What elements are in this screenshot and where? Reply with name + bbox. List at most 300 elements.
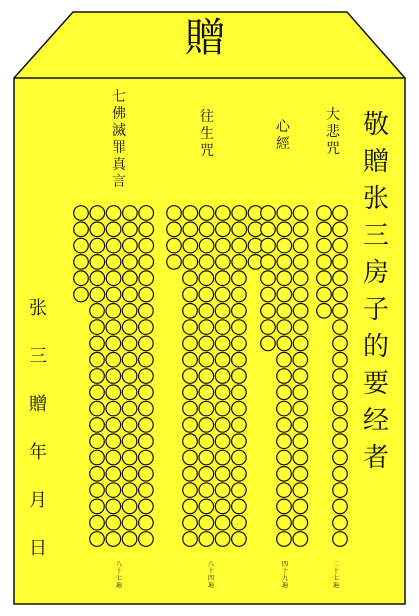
recitation-circle[interactable] bbox=[139, 320, 154, 335]
dedication-char: 要 bbox=[363, 369, 390, 399]
recitation-circle[interactable] bbox=[232, 336, 247, 351]
recitation-circle[interactable] bbox=[90, 271, 105, 286]
recitation-circle[interactable] bbox=[139, 271, 154, 286]
recitation-circle[interactable] bbox=[277, 320, 292, 335]
recitation-circle[interactable] bbox=[183, 238, 198, 253]
recitation-circle[interactable] bbox=[333, 369, 348, 384]
recitation-circle[interactable] bbox=[183, 320, 198, 335]
dedication-char: 张 bbox=[363, 184, 390, 214]
recitation-circle[interactable] bbox=[183, 222, 198, 237]
recitation-circle[interactable] bbox=[183, 515, 198, 530]
recitation-circle[interactable] bbox=[183, 304, 198, 319]
recitation-circle[interactable] bbox=[90, 434, 105, 449]
recitation-circle[interactable] bbox=[74, 238, 89, 253]
recitation-circle[interactable] bbox=[139, 483, 154, 498]
recitation-circle[interactable] bbox=[293, 483, 308, 498]
recitation-circle[interactable] bbox=[293, 467, 308, 482]
recitation-circle[interactable] bbox=[232, 532, 247, 547]
recitation-circle[interactable] bbox=[183, 255, 198, 270]
recitation-circle[interactable] bbox=[232, 467, 247, 482]
recitation-circle[interactable] bbox=[277, 499, 292, 514]
recitation-circle[interactable] bbox=[277, 352, 292, 367]
recitation-circle[interactable] bbox=[216, 206, 231, 221]
recitation-circle[interactable] bbox=[293, 450, 308, 465]
recitation-circle[interactable] bbox=[123, 238, 138, 253]
recitation-circle[interactable] bbox=[333, 483, 348, 498]
recitation-circle[interactable] bbox=[215, 352, 230, 367]
section-title-char: 大 bbox=[326, 107, 340, 123]
recitation-circle[interactable] bbox=[293, 304, 308, 319]
recitation-circle[interactable] bbox=[139, 222, 154, 237]
recitation-circle[interactable] bbox=[106, 467, 121, 482]
section-title-wangsheng bbox=[200, 110, 214, 158]
recitation-circle[interactable] bbox=[317, 304, 332, 319]
recitation-circle[interactable] bbox=[199, 434, 214, 449]
recitation-circle[interactable] bbox=[106, 401, 121, 416]
section-title-char: 咒 bbox=[200, 143, 214, 159]
recitation-circle[interactable] bbox=[74, 222, 89, 237]
recitation-circle[interactable] bbox=[277, 304, 292, 319]
recitation-circle[interactable] bbox=[277, 401, 292, 416]
dedication-char: 贈 bbox=[363, 147, 390, 177]
recitation-circle[interactable] bbox=[74, 287, 89, 302]
recitation-circle[interactable] bbox=[277, 483, 292, 498]
section-count-char: 遍 bbox=[116, 582, 123, 589]
recitation-circle[interactable] bbox=[183, 483, 198, 498]
recitation-circle[interactable] bbox=[123, 255, 138, 270]
section-count-char: 七 bbox=[333, 575, 340, 582]
recitation-circle[interactable] bbox=[122, 304, 137, 319]
dedication-char: 敬 bbox=[363, 110, 390, 140]
recitation-circle[interactable] bbox=[215, 271, 230, 286]
recitation-circle[interactable] bbox=[333, 238, 348, 253]
recitation-circle[interactable] bbox=[123, 287, 138, 302]
envelope-title: 贈 bbox=[185, 15, 225, 61]
recitation-circle[interactable] bbox=[74, 271, 89, 286]
recitation-circle[interactable] bbox=[232, 352, 247, 367]
recitation-circle[interactable] bbox=[90, 499, 105, 514]
dedication-char: 房 bbox=[363, 258, 390, 288]
recitation-circle[interactable] bbox=[183, 352, 198, 367]
recitation-circle[interactable] bbox=[122, 401, 137, 416]
recitation-circle[interactable] bbox=[90, 483, 105, 498]
recitation-circle[interactable] bbox=[106, 304, 121, 319]
recitation-circle[interactable] bbox=[106, 450, 121, 465]
recitation-circle[interactable] bbox=[90, 287, 105, 302]
recitation-circle[interactable] bbox=[106, 483, 121, 498]
recitation-circle[interactable] bbox=[122, 483, 137, 498]
recitation-circle[interactable] bbox=[277, 418, 292, 433]
recitation-circle[interactable] bbox=[333, 287, 348, 302]
recitation-circle[interactable] bbox=[199, 369, 214, 384]
recitation-circle[interactable] bbox=[90, 238, 105, 253]
recitation-circle[interactable] bbox=[261, 287, 276, 302]
recitation-circle[interactable] bbox=[215, 483, 230, 498]
recitation-circle[interactable] bbox=[232, 385, 247, 400]
section-count-char: 八 bbox=[116, 561, 123, 568]
recitation-circle[interactable] bbox=[139, 206, 154, 221]
recitation-circle[interactable] bbox=[122, 499, 137, 514]
recitation-circle[interactable] bbox=[293, 271, 308, 286]
recitation-circle[interactable] bbox=[106, 352, 121, 367]
recitation-circle[interactable] bbox=[215, 401, 230, 416]
recitation-circle[interactable] bbox=[122, 450, 137, 465]
recitation-circle[interactable] bbox=[215, 418, 230, 433]
recitation-circle[interactable] bbox=[139, 336, 154, 351]
recitation-circle[interactable] bbox=[139, 304, 154, 319]
recitation-circle[interactable] bbox=[317, 238, 332, 253]
section-title-char: 悲 bbox=[326, 124, 340, 140]
recitation-circle[interactable] bbox=[277, 206, 292, 221]
recitation-circle[interactable] bbox=[106, 418, 121, 433]
recitation-circle[interactable] bbox=[199, 304, 214, 319]
recitation-circle[interactable] bbox=[277, 385, 292, 400]
recitation-circle[interactable] bbox=[333, 320, 348, 335]
recitation-circle[interactable] bbox=[232, 320, 247, 335]
recitation-circle[interactable] bbox=[106, 385, 121, 400]
section-count-char: 七 bbox=[116, 575, 123, 582]
recitation-circle[interactable] bbox=[293, 385, 308, 400]
recitation-circle[interactable] bbox=[232, 271, 247, 286]
recitation-circle[interactable] bbox=[293, 418, 308, 433]
section-count-char: 遍 bbox=[282, 582, 289, 589]
recitation-circle[interactable] bbox=[317, 255, 332, 270]
recitation-circle[interactable] bbox=[277, 369, 292, 384]
recitation-circle[interactable] bbox=[139, 467, 154, 482]
recitation-circle[interactable] bbox=[261, 206, 276, 221]
recitation-circle[interactable] bbox=[216, 238, 231, 253]
recitation-circle[interactable] bbox=[317, 222, 332, 237]
recitation-circle[interactable] bbox=[183, 532, 198, 547]
recitation-circle[interactable] bbox=[183, 418, 198, 433]
recitation-circle[interactable] bbox=[90, 336, 105, 351]
dedication-char: 的 bbox=[363, 332, 390, 362]
recitation-circle[interactable] bbox=[215, 467, 230, 482]
section-count-char: 遍 bbox=[208, 582, 215, 589]
recitation-circle[interactable] bbox=[333, 434, 348, 449]
recitation-circle[interactable] bbox=[333, 304, 348, 319]
recitation-circle[interactable] bbox=[317, 271, 332, 286]
recitation-circle[interactable] bbox=[261, 238, 276, 253]
recitation-circle[interactable] bbox=[293, 287, 308, 302]
recitation-circle[interactable] bbox=[293, 369, 308, 384]
recitation-circle[interactable] bbox=[293, 238, 308, 253]
section-title-char: 佛 bbox=[112, 106, 126, 122]
recitation-circle[interactable] bbox=[183, 467, 198, 482]
recitation-circle[interactable] bbox=[333, 255, 348, 270]
recitation-circle[interactable] bbox=[199, 532, 214, 547]
recitation-circle[interactable] bbox=[123, 271, 138, 286]
recitation-circle[interactable] bbox=[215, 369, 230, 384]
recitation-circle[interactable] bbox=[199, 401, 214, 416]
recitation-circle[interactable] bbox=[293, 499, 308, 514]
recitation-circle[interactable] bbox=[293, 222, 308, 237]
dedication-char: 三 bbox=[363, 221, 390, 251]
recitation-circle[interactable] bbox=[183, 287, 198, 302]
recitation-circle[interactable] bbox=[333, 385, 348, 400]
section-count-char: 八 bbox=[208, 561, 215, 568]
recitation-circle[interactable] bbox=[199, 238, 214, 253]
recitation-circle[interactable] bbox=[90, 401, 105, 416]
recitation-circle[interactable] bbox=[199, 385, 214, 400]
recitation-circle[interactable] bbox=[317, 206, 332, 221]
recitation-circle[interactable] bbox=[215, 434, 230, 449]
recitation-circle[interactable] bbox=[277, 222, 292, 237]
recitation-circle[interactable] bbox=[106, 271, 121, 286]
recitation-circle[interactable] bbox=[199, 450, 214, 465]
recitation-circle[interactable] bbox=[183, 271, 198, 286]
recitation-circle[interactable] bbox=[333, 532, 348, 547]
recitation-circle[interactable] bbox=[122, 320, 137, 335]
recitation-circle[interactable] bbox=[106, 336, 121, 351]
section-title-char: 滅 bbox=[112, 123, 126, 139]
recitation-circle[interactable] bbox=[232, 304, 247, 319]
recitation-circle[interactable] bbox=[333, 515, 348, 530]
recitation-circle[interactable] bbox=[232, 401, 247, 416]
recitation-circle[interactable] bbox=[333, 222, 348, 237]
recitation-circle[interactable] bbox=[215, 532, 230, 547]
recitation-circle[interactable] bbox=[293, 532, 308, 547]
recitation-circle[interactable] bbox=[90, 304, 105, 319]
recitation-circle[interactable] bbox=[122, 418, 137, 433]
recitation-circle[interactable] bbox=[183, 336, 198, 351]
recitation-circle[interactable] bbox=[139, 287, 154, 302]
recitation-circle[interactable] bbox=[215, 336, 230, 351]
recitation-circle[interactable] bbox=[122, 515, 137, 530]
recitation-circle[interactable] bbox=[139, 255, 154, 270]
recitation-circle[interactable] bbox=[139, 450, 154, 465]
section-title-char: 罪 bbox=[112, 140, 126, 156]
recitation-circle[interactable] bbox=[199, 515, 214, 530]
recitation-circle[interactable] bbox=[90, 467, 105, 482]
recitation-circle[interactable] bbox=[183, 499, 198, 514]
recitation-circle[interactable] bbox=[293, 255, 308, 270]
recitation-circle[interactable] bbox=[183, 401, 198, 416]
recitation-circle[interactable] bbox=[139, 352, 154, 367]
recitation-circle[interactable] bbox=[333, 352, 348, 367]
giver-char: 日 bbox=[29, 538, 47, 559]
recitation-circle[interactable] bbox=[277, 532, 292, 547]
recitation-circle[interactable] bbox=[277, 467, 292, 482]
recitation-circle[interactable] bbox=[199, 206, 214, 221]
recitation-circle[interactable] bbox=[139, 369, 154, 384]
recitation-circle[interactable] bbox=[232, 238, 247, 253]
recitation-circle[interactable] bbox=[261, 336, 276, 351]
recitation-circle[interactable] bbox=[215, 304, 230, 319]
recitation-circle[interactable] bbox=[139, 515, 154, 530]
recitation-circle[interactable] bbox=[106, 238, 121, 253]
recitation-circle[interactable] bbox=[106, 320, 121, 335]
recitation-circle[interactable] bbox=[106, 287, 121, 302]
section-title-xinjing bbox=[276, 120, 290, 151]
recitation-circle[interactable] bbox=[215, 499, 230, 514]
recitation-circle[interactable] bbox=[333, 467, 348, 482]
recitation-circle[interactable] bbox=[261, 320, 276, 335]
recitation-circle[interactable] bbox=[90, 206, 105, 221]
recitation-circle[interactable] bbox=[90, 352, 105, 367]
recitation-circle[interactable] bbox=[333, 271, 348, 286]
recitation-circle[interactable] bbox=[232, 483, 247, 498]
section-count-char: 四 bbox=[282, 561, 289, 568]
section-title-dabei bbox=[326, 108, 340, 156]
recitation-circle[interactable] bbox=[106, 369, 121, 384]
section-count-char: 十 bbox=[282, 568, 289, 575]
recitation-circle[interactable] bbox=[139, 499, 154, 514]
recitation-circle[interactable] bbox=[215, 515, 230, 530]
recitation-circle[interactable] bbox=[122, 352, 137, 367]
section-count-char: 十 bbox=[333, 568, 340, 575]
section-count-char: 九 bbox=[282, 575, 289, 582]
recitation-circle[interactable] bbox=[90, 385, 105, 400]
recitation-circle[interactable] bbox=[232, 450, 247, 465]
recitation-circle[interactable] bbox=[199, 222, 214, 237]
recitation-circle[interactable] bbox=[167, 255, 182, 270]
section-title-qifo bbox=[112, 90, 126, 189]
recitation-circle[interactable] bbox=[215, 385, 230, 400]
recitation-circle[interactable] bbox=[199, 255, 214, 270]
recitation-circle[interactable] bbox=[183, 434, 198, 449]
recitation-circle[interactable] bbox=[215, 450, 230, 465]
section-title-char: 往 bbox=[200, 109, 214, 125]
recitation-circle[interactable] bbox=[139, 385, 154, 400]
recitation-circle[interactable] bbox=[333, 206, 348, 221]
recitation-circle[interactable] bbox=[199, 287, 214, 302]
recitation-circle[interactable] bbox=[122, 467, 137, 482]
recitation-circle[interactable] bbox=[293, 320, 308, 335]
recitation-circle[interactable] bbox=[293, 515, 308, 530]
recitation-circle[interactable] bbox=[183, 450, 198, 465]
section-title-char: 心 bbox=[276, 119, 290, 135]
recitation-circle[interactable] bbox=[232, 418, 247, 433]
dedication-char: 者 bbox=[363, 443, 390, 473]
recitation-circle[interactable] bbox=[183, 385, 198, 400]
recitation-circle[interactable] bbox=[123, 222, 138, 237]
recitation-circle[interactable] bbox=[74, 255, 89, 270]
recitation-circle[interactable] bbox=[122, 336, 137, 351]
recitation-circle[interactable] bbox=[199, 418, 214, 433]
recitation-circle[interactable] bbox=[106, 206, 121, 221]
recitation-circle[interactable] bbox=[293, 206, 308, 221]
dedication-char: 子 bbox=[363, 295, 390, 325]
section-count-dabei bbox=[333, 562, 339, 589]
recitation-circle[interactable] bbox=[277, 271, 292, 286]
recitation-circle[interactable] bbox=[199, 352, 214, 367]
recitation-circle[interactable] bbox=[123, 206, 138, 221]
recitation-circle[interactable] bbox=[277, 450, 292, 465]
recitation-circle[interactable] bbox=[215, 320, 230, 335]
recitation-circle[interactable] bbox=[293, 352, 308, 367]
recitation-circle[interactable] bbox=[199, 467, 214, 482]
recitation-circle[interactable] bbox=[183, 206, 198, 221]
recitation-circle[interactable] bbox=[293, 336, 308, 351]
recitation-circle[interactable] bbox=[216, 255, 231, 270]
recitation-circle[interactable] bbox=[333, 499, 348, 514]
recitation-circle[interactable] bbox=[199, 499, 214, 514]
recitation-circle[interactable] bbox=[232, 434, 247, 449]
recitation-circle[interactable] bbox=[333, 418, 348, 433]
recitation-circle[interactable] bbox=[232, 287, 247, 302]
recitation-circle[interactable] bbox=[199, 271, 214, 286]
section-title-char: 經 bbox=[276, 136, 290, 152]
recitation-circle[interactable] bbox=[317, 287, 332, 302]
recitation-circle[interactable] bbox=[199, 336, 214, 351]
recitation-circle[interactable] bbox=[215, 287, 230, 302]
recitation-circle[interactable] bbox=[261, 255, 276, 270]
recitation-circle[interactable] bbox=[167, 222, 182, 237]
giver-char: 张 bbox=[29, 298, 47, 319]
recitation-circle[interactable] bbox=[122, 434, 137, 449]
recitation-circle[interactable] bbox=[90, 255, 105, 270]
recitation-circle[interactable] bbox=[199, 483, 214, 498]
recitation-circle[interactable] bbox=[232, 515, 247, 530]
recitation-circle[interactable] bbox=[106, 515, 121, 530]
recitation-circle[interactable] bbox=[333, 401, 348, 416]
recitation-circle[interactable] bbox=[90, 532, 105, 547]
recitation-circle[interactable] bbox=[139, 401, 154, 416]
recitation-circle[interactable] bbox=[106, 255, 121, 270]
recitation-circle[interactable] bbox=[106, 532, 121, 547]
recitation-circle[interactable] bbox=[293, 434, 308, 449]
recitation-circle[interactable] bbox=[216, 222, 231, 237]
recitation-circle[interactable] bbox=[261, 304, 276, 319]
recitation-circle[interactable] bbox=[277, 336, 292, 351]
recitation-circle[interactable] bbox=[277, 255, 292, 270]
recitation-circle[interactable] bbox=[232, 255, 247, 270]
recitation-circle[interactable] bbox=[106, 499, 121, 514]
recitation-circle[interactable] bbox=[90, 450, 105, 465]
recitation-circle[interactable] bbox=[90, 369, 105, 384]
recitation-circle[interactable] bbox=[139, 434, 154, 449]
recitation-circle[interactable] bbox=[139, 418, 154, 433]
recitation-circle[interactable] bbox=[106, 222, 121, 237]
recitation-circle[interactable] bbox=[199, 320, 214, 335]
section-title-char: 真 bbox=[112, 157, 126, 173]
recitation-circle[interactable] bbox=[90, 515, 105, 530]
recitation-circle[interactable] bbox=[74, 206, 89, 221]
recitation-circle[interactable] bbox=[232, 369, 247, 384]
recitation-circle[interactable] bbox=[333, 450, 348, 465]
recitation-circle[interactable] bbox=[122, 369, 137, 384]
recitation-circle[interactable] bbox=[232, 222, 247, 237]
section-count-xinjing bbox=[282, 562, 288, 589]
recitation-circle[interactable] bbox=[232, 206, 247, 221]
section-title-char: 生 bbox=[200, 126, 214, 142]
section-title-char: 咒 bbox=[326, 141, 340, 157]
recitation-circle[interactable] bbox=[139, 532, 154, 547]
recitation-circle[interactable] bbox=[232, 499, 247, 514]
recitation-circle[interactable] bbox=[167, 206, 182, 221]
recitation-circle[interactable] bbox=[277, 287, 292, 302]
dedication-char: 经 bbox=[363, 406, 390, 436]
recitation-circle[interactable] bbox=[333, 336, 348, 351]
recitation-circle[interactable] bbox=[106, 434, 121, 449]
recitation-circle[interactable] bbox=[90, 320, 105, 335]
recitation-circle[interactable] bbox=[261, 271, 276, 286]
giver-char: 月 bbox=[29, 490, 47, 511]
recitation-circle[interactable] bbox=[277, 515, 292, 530]
recitation-circle[interactable] bbox=[167, 238, 182, 253]
recitation-circle[interactable] bbox=[90, 222, 105, 237]
recitation-circle[interactable] bbox=[293, 401, 308, 416]
recitation-circle[interactable] bbox=[183, 369, 198, 384]
recitation-circle[interactable] bbox=[261, 222, 276, 237]
recitation-circle[interactable] bbox=[90, 418, 105, 433]
recitation-circle[interactable] bbox=[122, 385, 137, 400]
recitation-circle[interactable] bbox=[277, 434, 292, 449]
recitation-circle[interactable] bbox=[122, 532, 137, 547]
recitation-circle[interactable] bbox=[139, 238, 154, 253]
recitation-circle[interactable] bbox=[277, 238, 292, 253]
